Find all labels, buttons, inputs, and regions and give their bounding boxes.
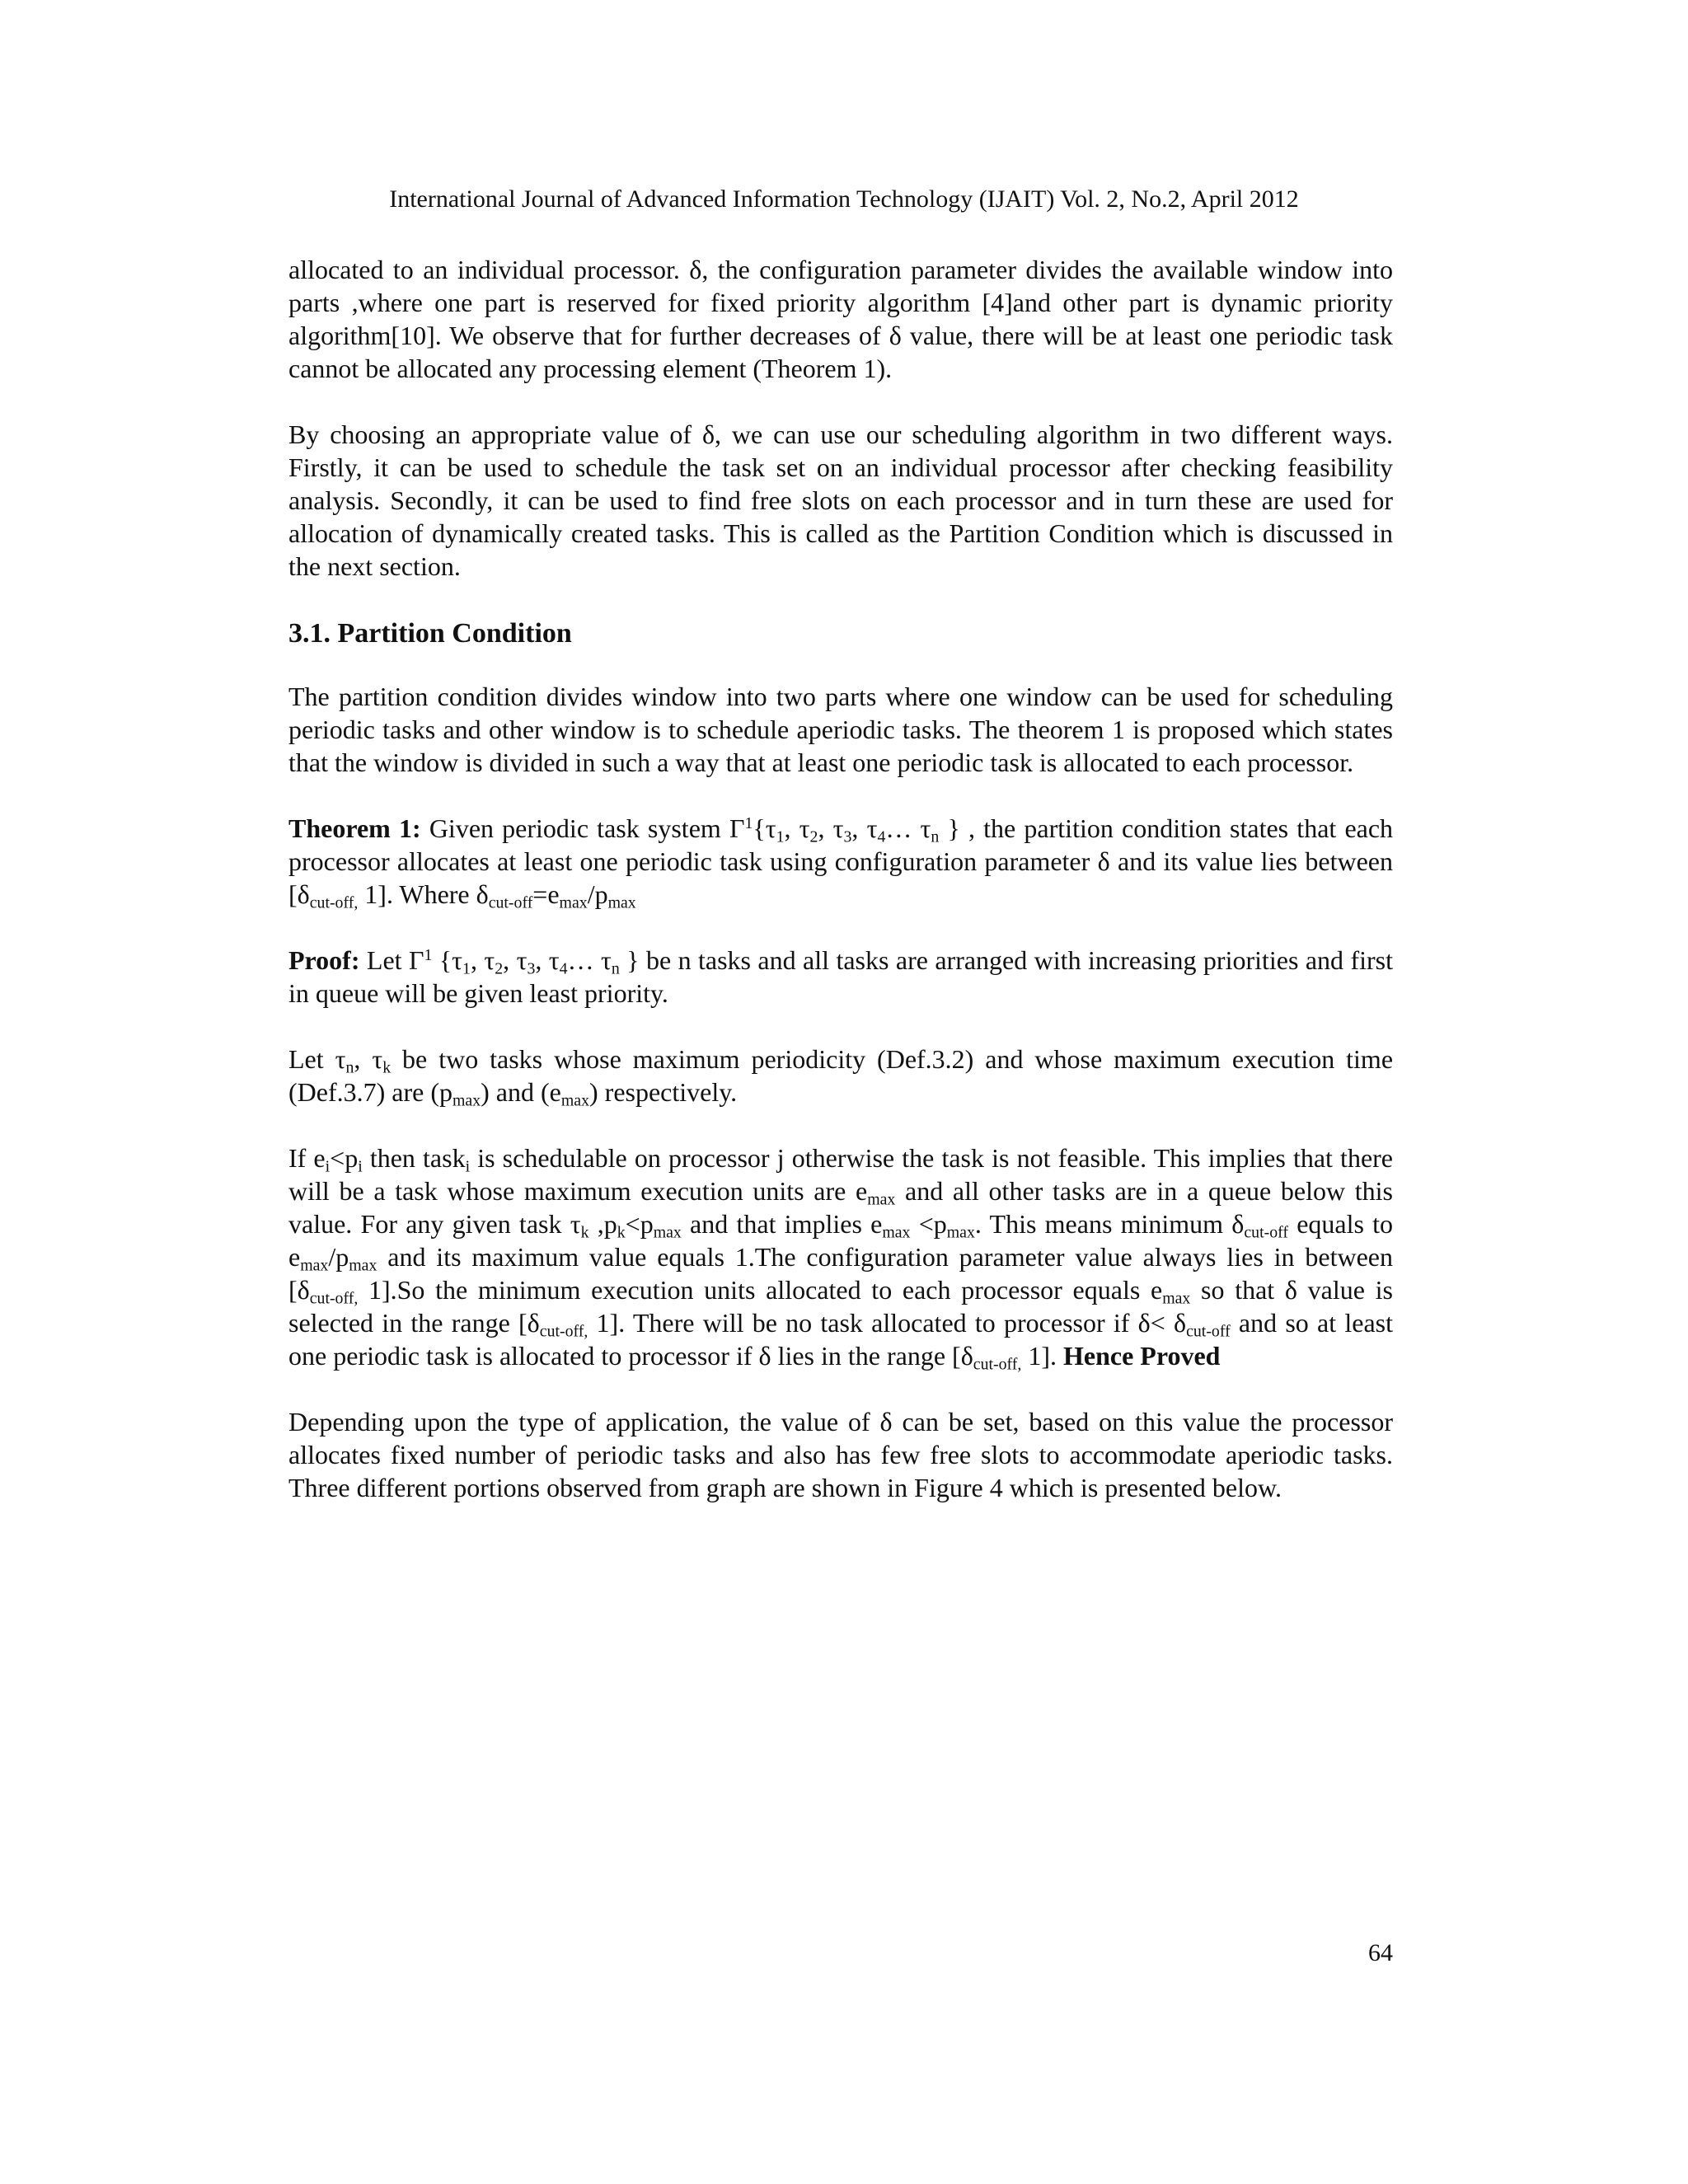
paragraph-schedulability bbox=[288, 1141, 1393, 1372]
paragraph-delta-usage: By choosing an appropriate value of δ, we can use our scheduling algorithm in two different ways. Firstly, it can be used to schedule the task set on an individual processor after checking feasibility analysis. Secondly, it can be used to find free slots on each processor and in turn these are used for allocation of dynamically created tasks. This is called as the Partition Condition which is discussed in the next section. bbox=[288, 419, 1393, 581]
if-sub: max bbox=[300, 1256, 329, 1275]
let-text: ) respectively. bbox=[589, 1077, 738, 1107]
hence-proved: Hence Proved bbox=[1062, 1341, 1221, 1371]
proof-sup: 1 bbox=[424, 946, 433, 965]
let-sub: max bbox=[452, 1091, 481, 1110]
theorem-text: 1]. Where δ bbox=[358, 879, 489, 909]
paragraph-let-tasks bbox=[288, 1043, 1393, 1108]
proof-sub: 1 bbox=[462, 959, 471, 978]
if-sub: i bbox=[465, 1157, 471, 1176]
if-text: <p bbox=[625, 1209, 654, 1239]
page-number: 64 bbox=[1368, 1939, 1393, 1966]
proof-text: , τ bbox=[535, 945, 560, 975]
theorem-sub: 1 bbox=[776, 827, 785, 846]
if-sub: k bbox=[617, 1223, 626, 1242]
theorem-label: Theorem 1: bbox=[288, 813, 421, 843]
if-text: and all other tasks are in a queue below this value. For any given task τ bbox=[288, 1176, 1393, 1239]
if-sub: max bbox=[1162, 1289, 1191, 1308]
if-text: then task bbox=[362, 1143, 466, 1173]
theorem-text: } , the partition condition states that each processor allocates at least one periodic task using configuration parameter δ and its value lies between [δ bbox=[288, 813, 1394, 909]
let-text: ) and (e bbox=[481, 1077, 561, 1107]
theorem-sub: cut-off, bbox=[309, 893, 359, 912]
if-text: 1]. bbox=[1021, 1341, 1063, 1371]
section-heading: 3.1. Partition Condition bbox=[288, 618, 572, 649]
if-sub: max bbox=[867, 1190, 896, 1209]
if-sub: max bbox=[653, 1223, 682, 1242]
theorem-1 bbox=[288, 812, 1393, 911]
proof-label: Proof: bbox=[288, 945, 360, 975]
let-sub: max bbox=[560, 1091, 589, 1110]
theorem-sup: 1 bbox=[744, 814, 753, 833]
if-text: If e bbox=[288, 1143, 326, 1173]
theorem-sub: 4 bbox=[877, 827, 886, 846]
if-sub: max bbox=[882, 1223, 911, 1242]
paragraph-partition-condition: The partition condition divides window into two parts where one window can be used for scheduling periodic tasks and other window is to schedule aperiodic tasks. The theorem 1 is proposed which states that the window is divided in such a way that at least one periodic task is allocated to each processor. bbox=[288, 682, 1393, 777]
running-header: International Journal of Advanced Information Technology (IJAIT) Vol. 2, No.2, April 2012 bbox=[389, 185, 1299, 213]
proof bbox=[288, 944, 1393, 1010]
if-text: <p bbox=[910, 1209, 947, 1239]
if-text: 1]. There will be no task allocated to processor if δ< δ bbox=[588, 1308, 1187, 1338]
paragraph-application: Depending upon the type of application, the value of δ can be set, based on this value the processor allocates fixed number of periodic tasks and also has few free slots to accommodate aperiodic tasks. Three different portions observed from graph are shown in Figure 4 which is presented below. bbox=[288, 1407, 1393, 1502]
if-sub: i bbox=[358, 1157, 363, 1176]
proof-text: , τ bbox=[503, 945, 528, 975]
theorem-text: =e bbox=[532, 879, 560, 909]
let-text: , τ bbox=[354, 1044, 383, 1074]
if-sub: cut-off bbox=[1244, 1223, 1288, 1242]
if-sub: cut-off, bbox=[309, 1289, 359, 1308]
theorem-text: Given periodic task system Γ bbox=[420, 813, 745, 843]
proof-text: … τ bbox=[567, 945, 612, 975]
if-text: ,p bbox=[588, 1209, 617, 1239]
if-sub: k bbox=[580, 1223, 589, 1242]
proof-text: {τ bbox=[432, 945, 463, 975]
theorem-sub: max bbox=[559, 893, 588, 912]
proof-text: , τ bbox=[470, 945, 495, 975]
theorem-text: , τ bbox=[818, 813, 844, 843]
theorem-text: , τ bbox=[784, 813, 810, 843]
if-sub: i bbox=[325, 1157, 331, 1176]
proof-sub: 2 bbox=[495, 959, 504, 978]
theorem-sub: max bbox=[607, 893, 636, 912]
if-text: 1].So the minimum execution units allocated to each processor equals e bbox=[358, 1275, 1163, 1305]
proof-sub: 4 bbox=[559, 959, 568, 978]
proof-sub: 3 bbox=[527, 959, 536, 978]
if-text: and its maximum value equals 1.The configuration parameter value always lies in between [δ bbox=[288, 1242, 1393, 1305]
theorem-sub: 3 bbox=[843, 827, 852, 846]
theorem-text: {τ bbox=[753, 813, 776, 843]
if-text: so that δ value is selected in the range [δ bbox=[288, 1275, 1394, 1338]
if-sub: cut-off, bbox=[539, 1322, 588, 1341]
if-text: equals to e bbox=[288, 1209, 1394, 1272]
if-text: is schedulable on processor j otherwise the task is not feasible. This implies that there will be a task whose maximum execution units are e bbox=[288, 1143, 1394, 1206]
proof-text: Let Γ bbox=[359, 945, 424, 975]
proof-sub: n bbox=[611, 959, 620, 978]
theorem-text: … τ bbox=[885, 813, 931, 843]
if-sub: max bbox=[349, 1256, 377, 1275]
let-text: be two tasks whose maximum periodicity (Def.3.2) and whose maximum execution time (Def.3.7) are (p bbox=[288, 1044, 1394, 1107]
paragraph-intro: allocated to an individual processor. δ, the configuration parameter divides the available window into parts ,where one part is reserved for fixed priority algorithm [4]and other part is dynamic priority algorithm[10]. We observe that for further decreases of δ value, there will be at least one periodic task cannot be allocated any processing element (Theorem 1). bbox=[288, 255, 1393, 383]
theorem-sub: cut-off bbox=[488, 893, 533, 912]
theorem-sub: 2 bbox=[809, 827, 818, 846]
theorem-text: /p bbox=[587, 879, 608, 909]
theorem-text: , τ bbox=[851, 813, 878, 843]
if-sub: cut-off bbox=[1186, 1322, 1231, 1341]
theorem-sub: n bbox=[931, 827, 940, 846]
let-sub: n bbox=[345, 1058, 354, 1077]
body-text bbox=[288, 253, 1393, 1537]
if-sub: cut-off, bbox=[973, 1355, 1022, 1374]
let-text: Let τ bbox=[288, 1044, 346, 1074]
if-text: /p bbox=[328, 1242, 349, 1272]
proof-text: } be n tasks and all tasks are arranged with increasing priorities and first in queue will be given least priority. bbox=[288, 945, 1394, 1008]
let-sub: k bbox=[382, 1058, 392, 1077]
if-text: . This means minimum δ bbox=[974, 1209, 1245, 1239]
if-text: <p bbox=[330, 1143, 359, 1173]
if-text: and so at least one periodic task is allocated to processor if δ lies in the range [δ bbox=[288, 1308, 1394, 1371]
if-sub: max bbox=[946, 1223, 975, 1242]
if-text: and that implies e bbox=[681, 1209, 883, 1239]
